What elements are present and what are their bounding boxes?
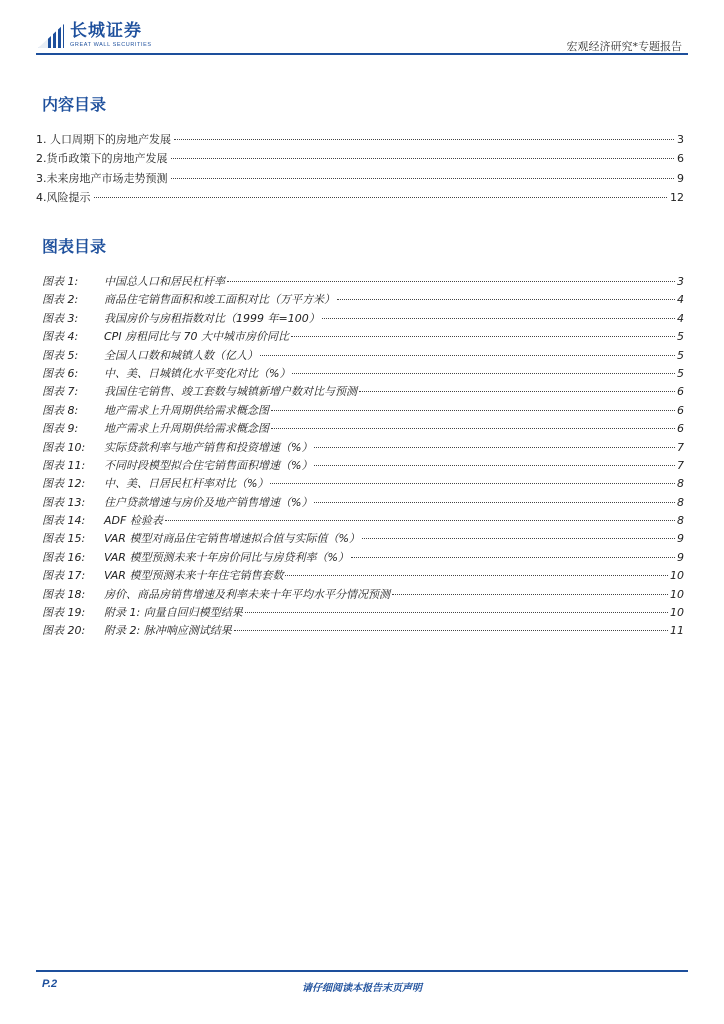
figure-entry[interactable] (42, 549, 684, 567)
dot-leader (271, 410, 675, 411)
dot-leader (314, 447, 675, 448)
figure-number: 图表 8: (42, 403, 79, 417)
figure-entry[interactable] (42, 530, 684, 548)
dot-leader (245, 612, 668, 613)
contents-entry-page: 12 (670, 190, 684, 204)
figure-entry[interactable] (42, 567, 684, 585)
figure-number: 图表 4: (42, 330, 79, 344)
figure-label: 地产需求上升周期供给需求概念图 (104, 422, 269, 436)
figure-number: 图表 15: (42, 532, 86, 546)
figure-entry[interactable] (42, 512, 684, 530)
contents-list (36, 131, 684, 208)
contents-entry[interactable] (36, 150, 684, 169)
dot-leader (359, 391, 675, 392)
dot-leader (271, 428, 675, 429)
figure-label: VAR 模型对商品住宅销售增速拟合值与实际值（%） (104, 532, 360, 546)
dot-leader (362, 538, 675, 539)
figure-page: 4 (677, 311, 684, 325)
contents-entry-label: 3.未来房地产市场走势预测 (36, 171, 168, 185)
contents-entry[interactable] (36, 131, 684, 150)
figure-page: 5 (677, 366, 684, 380)
contents-entry[interactable] (36, 170, 684, 189)
company-logo (36, 22, 152, 50)
figure-page: 9 (677, 532, 684, 546)
figure-page: 8 (677, 495, 684, 509)
contents-entry-page: 9 (677, 171, 684, 185)
figure-number: 图表 2: (42, 293, 79, 307)
dot-leader (392, 594, 668, 595)
figure-label: 全国人口数和城镇人数（亿人） (104, 348, 258, 362)
footer-page-number: P.2 (42, 978, 58, 990)
figure-page: 11 (670, 624, 684, 638)
contents-entry[interactable] (36, 189, 684, 208)
figure-label: 中国总人口和居民杠杆率 (104, 275, 225, 288)
figures-title: 图表目录 (42, 237, 107, 256)
figure-page: 7 (677, 440, 684, 454)
dot-leader (165, 520, 675, 521)
dot-leader (292, 373, 675, 374)
figure-label: 不同时段模型拟合住宅销售面积增速（%） (104, 458, 313, 472)
figure-label: 中、美、日居民杠杆率对比（%） (104, 477, 269, 491)
dot-leader (171, 158, 675, 159)
figure-page: 3 (677, 275, 684, 288)
report-category: 宏观经济研究*专题报告 (566, 40, 682, 53)
dot-leader (270, 483, 675, 484)
figure-entry[interactable] (42, 475, 684, 493)
figures-list (42, 273, 684, 641)
figure-label: 中、美、日城镇化水平变化对比（%） (104, 366, 291, 380)
figure-number: 图表 17: (42, 569, 86, 583)
dot-leader (351, 557, 675, 558)
figure-label: ADF 检验表 (104, 514, 163, 528)
figure-page: 6 (677, 422, 684, 436)
great-wall-logo-icon (36, 22, 66, 50)
figure-label: VAR 模型预测未来十年房价同比与房贷利率（%） (104, 550, 349, 564)
dot-leader (285, 575, 668, 576)
dot-leader (314, 502, 675, 503)
logo-english-name: GREAT WALL SECURITIES (70, 42, 152, 48)
figure-page: 4 (677, 293, 684, 307)
figure-label: 实际贷款利率与地产销售和投资增速（%） (104, 440, 313, 454)
figure-entry[interactable] (42, 347, 684, 365)
dot-leader (234, 630, 668, 631)
dot-leader (322, 318, 675, 319)
figure-page: 10 (670, 606, 684, 620)
figure-number: 图表 10: (42, 440, 86, 454)
figure-page: 5 (677, 348, 684, 362)
dot-leader (94, 197, 668, 198)
figure-entry[interactable] (42, 291, 684, 309)
figure-page: 10 (670, 569, 684, 583)
figure-entry[interactable] (42, 420, 684, 438)
header-divider (36, 53, 688, 55)
figure-label: 我国房价与房租指数对比（1999 年=100） (104, 311, 320, 325)
figure-page: 9 (677, 550, 684, 564)
figure-entry[interactable] (42, 328, 684, 346)
contents-entry-label: 4.风险提示 (36, 190, 91, 204)
contents-entry-page: 3 (677, 133, 684, 146)
figure-page: 8 (677, 514, 684, 528)
figure-page: 10 (670, 587, 684, 601)
figure-page: 6 (677, 403, 684, 417)
figure-entry[interactable] (42, 439, 684, 457)
figure-number: 图表 18: (42, 587, 86, 601)
figure-label: 附录 1: 向量自回归模型结果 (104, 606, 243, 620)
figure-number: 图表 12: (42, 477, 86, 491)
logo-chinese-name: 长城证券 (70, 21, 142, 41)
figure-label: 商品住宅销售面积和竣工面积对比（万平方米） (104, 293, 335, 307)
page-header (0, 0, 724, 56)
figure-label: 我国住宅销售、竣工套数与城镇新增户数对比与预测 (104, 385, 357, 399)
figure-number: 图表 3: (42, 311, 79, 325)
figure-number: 图表 19: (42, 606, 86, 620)
figure-entry[interactable] (42, 586, 684, 604)
figure-entry[interactable] (42, 365, 684, 383)
contents-entry-page: 6 (677, 152, 684, 166)
figure-label: 房价、商品房销售增速及利率未来十年平均水平分情况预测 (104, 587, 390, 601)
figure-entry[interactable] (42, 310, 684, 328)
figure-entry[interactable] (42, 494, 684, 512)
footer-divider (36, 970, 688, 972)
figure-number: 图表 1: (42, 275, 79, 288)
dot-leader (314, 465, 675, 466)
figure-entry[interactable] (42, 457, 684, 475)
figure-entry[interactable] (42, 273, 684, 291)
figure-entry[interactable] (42, 402, 684, 420)
contents-title: 内容目录 (42, 95, 107, 114)
figure-number: 图表 11: (42, 458, 86, 472)
figure-entry[interactable] (42, 604, 684, 622)
figure-page: 6 (677, 385, 684, 399)
dot-leader (227, 281, 675, 282)
figure-page: 7 (677, 458, 684, 472)
figure-label: VAR 模型预测未来十年住宅销售套数 (104, 569, 284, 583)
figure-number: 图表 20: (42, 624, 86, 638)
figure-label: 地产需求上升周期供给需求概念图 (104, 403, 269, 417)
dot-leader (260, 355, 675, 356)
figure-label: 住户贷款增速与房价及地产销售增速（%） (104, 495, 313, 509)
figure-number: 图表 7: (42, 385, 79, 399)
figure-number: 图表 16: (42, 550, 86, 564)
contents-entry-label: 2.货币政策下的房地产发展 (36, 152, 168, 166)
dot-leader (291, 336, 675, 337)
figure-number: 图表 9: (42, 422, 79, 436)
figure-number: 图表 13: (42, 495, 86, 509)
figure-page: 8 (677, 477, 684, 491)
figure-label: CPI 房租同比与 70 大中城市房价同比 (104, 330, 290, 344)
figure-number: 图表 14: (42, 514, 86, 528)
footer-disclaimer: 请仔细阅读本报告末页声明 (302, 983, 422, 994)
figure-entry[interactable] (42, 383, 684, 401)
figure-label: 附录 2: 脉冲响应测试结果 (104, 624, 232, 638)
contents-entry-label: 1. 人口周期下的房地产发展 (36, 133, 171, 146)
figure-entry[interactable] (42, 622, 684, 640)
figure-page: 5 (677, 330, 684, 344)
dot-leader (337, 299, 675, 300)
figure-number: 图表 5: (42, 348, 79, 362)
figure-number: 图表 6: (42, 366, 79, 380)
dot-leader (174, 139, 674, 140)
dot-leader (171, 178, 675, 179)
